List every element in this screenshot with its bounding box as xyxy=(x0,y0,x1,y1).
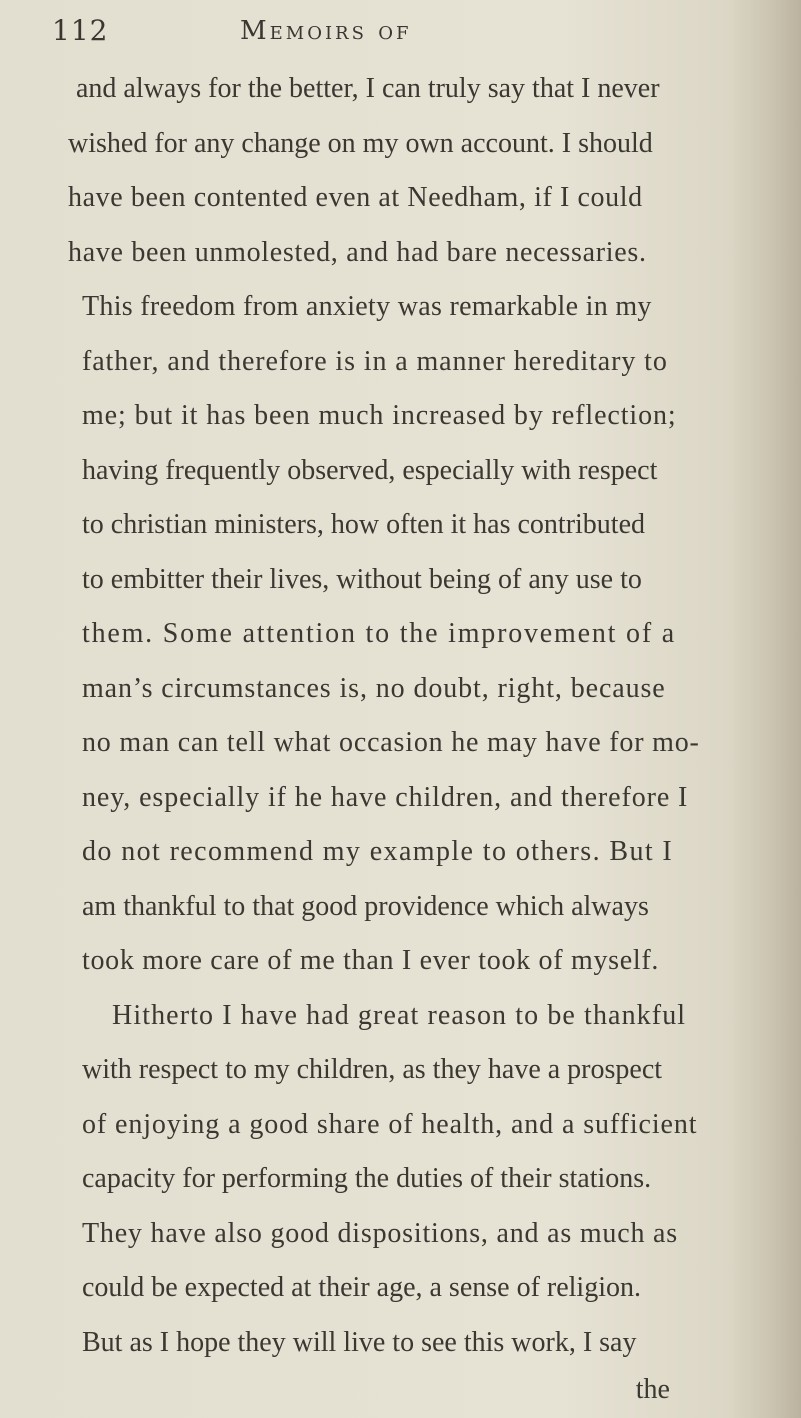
text-line: with respect to my children, as they have a prospect xyxy=(82,1054,663,1085)
text-line: having frequently observed, especially with respect xyxy=(82,454,658,486)
text-line: They have also good dispositions, and as much as xyxy=(82,1217,678,1249)
text-line: and always for the better, I can truly say that I never xyxy=(76,73,660,104)
text-line: took more care of me than I ever took of myself. xyxy=(82,945,660,976)
text-line: man’s circumstances is, no doubt, right, because xyxy=(82,672,666,704)
text-line: wished for any change on my own account. I should xyxy=(68,127,653,159)
text-line: This freedom from anxiety was remarkable in my xyxy=(82,291,652,322)
text-line: of enjoying a good share of health, and a sufficient xyxy=(82,1108,698,1140)
page-number: 112 xyxy=(52,14,109,47)
text-line: them. Some attention to the improvement of a xyxy=(82,618,676,649)
page-gutter-shadow xyxy=(731,0,801,1418)
text-line: no man can tell what occasion he may have for mo- xyxy=(82,727,700,758)
text-line: do not recommend my example to others. But I xyxy=(82,836,674,867)
text-line: to embitter their lives, without being of any use to xyxy=(82,563,642,595)
running-head: Memoirs of xyxy=(240,16,412,46)
text-line: to christian ministers, how often it has contributed xyxy=(82,509,646,540)
text-line: father, and therefore is in a manner hereditary to xyxy=(82,345,668,377)
text-line: have been unmolested, and had bare necessaries. xyxy=(68,236,647,268)
text-line: capacity for performing the duties of their stations. xyxy=(82,1163,652,1194)
text-line: me; but it has been much increased by reflection; xyxy=(82,400,677,431)
catchword: the xyxy=(635,1374,670,1405)
page-header xyxy=(40,14,740,50)
body-text xyxy=(68,62,728,1410)
text-line: have been contented even at Needham, if I could xyxy=(68,182,643,213)
text-line: could be expected at their age, a sense of religion. xyxy=(82,1272,641,1303)
text-line: Hitherto I have had great reason to be thankful xyxy=(112,999,687,1031)
text-line: ney, especially if he have children, and therefore I xyxy=(82,781,689,813)
text-line: am thankful to that good providence which always xyxy=(82,890,649,922)
text-line: But as I hope they will live to see this work, I say xyxy=(82,1326,637,1358)
